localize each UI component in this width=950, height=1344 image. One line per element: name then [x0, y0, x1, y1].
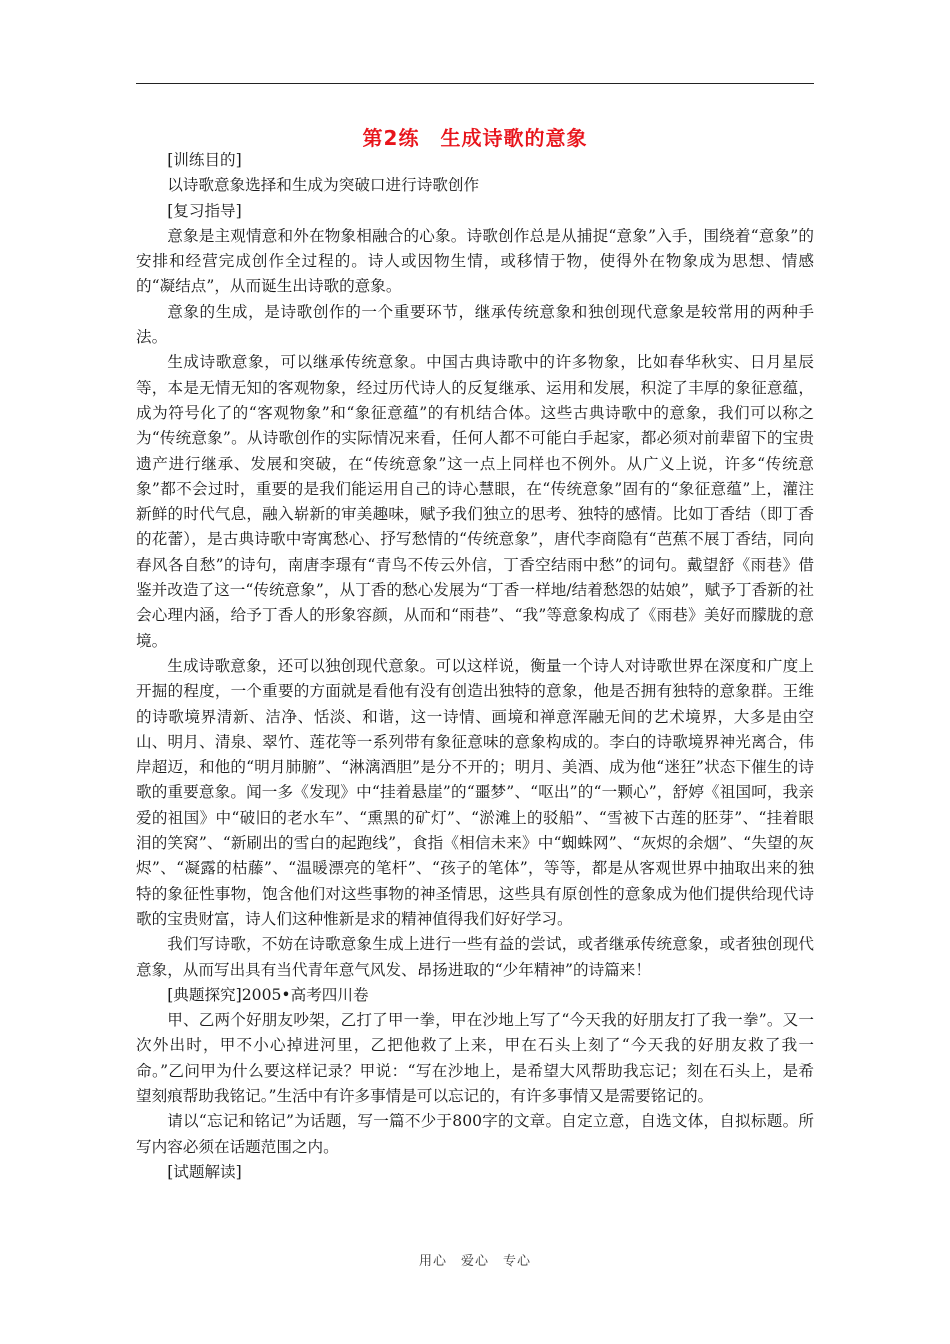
guide-paragraph-4: 生成诗歌意象，还可以独创现代意象。可以这样说，衡量一个诗人对诗歌世界在深度和广度上开掘的程度，一个重要的方面就是看他有没有创造出独特的意象，他是否拥有独特的意象群。王维的诗歌境界清新、洁净、恬淡、和谐，这一诗情、画境和禅意浑融无间的艺术境界，大多是由空山、明月、清泉、翠竹、莲花等一系列带有象征意味的意象构成的。李白的诗歌境界神光离合，伟岸超迈，和他的“明月肺腑”、“淋漓酒胆”是分不开的；明月、美酒、成为他“迷狂”状态下催生的诗歌的重要意象。闻一多《发现》中“挂着悬崖”的“噩梦”、“呕出”的“一颗心”，舒婷《祖国呵，我亲爱的祖国》中“破旧的老水车”、“熏黑的矿灯”、“淤滩上的驳船”、“雪被下古莲的胚芽”、“挂着眼泪的笑窝”、“新刷出的雪白的起跑线”，食指《相信未来》中“蜘蛛网”、“灰烬的余烟”、“失望的灰烬”、“凝露的枯藤”、“温暖漂亮的笔杆”、“孩子的笔体”，等等，都是从客观世界中抽取出来的独特的象征性事物，饱含他们对这些事物的神圣情思，这些具有原创性的意象成为他们提供给现代诗歌的宝贵财富，诗人们这种惟新是求的精神值得我们好好学习。 — [136, 656, 814, 928]
guide-paragraph-2: 意象的生成，是诗歌创作的一个重要环节，继承传统意象和独创现代意象是较常用的两种手法。 — [136, 302, 814, 347]
example-paragraph-1: 甲、乙两个好朋友吵架，乙打了甲一拳，甲在沙地上写了“今天我的好朋友打了我一拳”。又一次外出时，甲不小心掉进河里，乙把他救了上来，甲在石头上刻了“今天我的好朋友救了我一命。”乙问甲为什么要这样记录？甲说：“写在沙地上，是希望大风帮助我忘记；刻在石头上，是希望刻痕帮助我铭记。”生活中有许多事情是可以忘记的，有许多事情又是需要铭记的。 — [136, 1011, 814, 1105]
section-label-goal: [训练目的] — [167, 151, 242, 169]
section-label-analysis: [试题解读] — [167, 1162, 242, 1181]
header-rule — [136, 83, 814, 84]
section-label-guide: [复习指导] — [167, 201, 242, 220]
section-label-example: [典题探究]2005•高考四川卷 — [167, 985, 369, 1004]
page-footer: 用心 爱心 专心 — [418, 1254, 531, 1269]
example-paragraph-2: 请以“忘记和铭记”为话题，写一篇不少于800字的文章。自定立意，自选文体，自拟标题。所写内容必须在话题范围之内。 — [136, 1112, 814, 1156]
page-title: 第2练 生成诗歌的意象 — [362, 126, 588, 150]
document-body — [136, 148, 814, 1185]
guide-paragraph-1: 意象是主观情意和外在物象相融合的心象。诗歌创作总是从捕捉“意象”入手，围绕着“意象”的安排和经营完成创作全过程的。诗人或因物生情，或移情于物，使得外在物象成为思想、情感的“凝结点”，从而诞生出诗歌的意象。 — [136, 226, 814, 296]
goal-text: 以诗歌意象选择和生成为突破口进行诗歌创作 — [167, 176, 480, 195]
guide-paragraph-5: 我们写诗歌，不妨在诗歌意象生成上进行一些有益的尝试，或者继承传统意象，或者独创现代意象，从而写出具有当代青年意气风发、昂扬进取的“少年精神”的诗篇来！ — [136, 935, 814, 979]
guide-paragraph-3: 生成诗歌意象，可以继承传统意象。中国古典诗歌中的许多物象，比如春华秋实、日月星辰等，本是无情无知的客观物象，经过历代诗人的反复继承、运用和发展，积淀了丰厚的象征意蕴，成为符号化了的“客观物象”和“象征意蕴”的有机结合体。这些古典诗歌中的意象，我们可以称之为“传统意象”。从诗歌创作的实际情况来看，任何人都不可能白手起家，都必须对前辈留下的宝贵遗产进行继承、发展和突破，在“传统意象”这一点上同样也不例外。从广义上说，许多“传统意象”都不会过时，重要的是我们能运用自己的诗心慧眼，在“传统意象”固有的“象征意蕴”上，灌注新鲜的时代气息，融入崭新的审美趣味，赋予我们独立的思考、独特的感情。比如丁香结（即丁香的花蕾），是古典诗歌中寄寓愁心、抒写愁情的“传统意象”，唐代李商隐有“芭蕉不展丁香结，同向春风各自愁”的诗句，南唐李璟有“青鸟不传云外信，丁香空结雨中愁”的词句。戴望舒《雨巷》借鉴并改造了这一“传统意象”，从丁香的愁心发展为“丁香一样地/结着愁怨的姑娘”，赋予丁香新的社会心理内涵，给予丁香人的形象容颜，从而和“雨巷”、“我”等意象构成了《雨巷》美好而朦胧的意境。 — [136, 353, 814, 650]
